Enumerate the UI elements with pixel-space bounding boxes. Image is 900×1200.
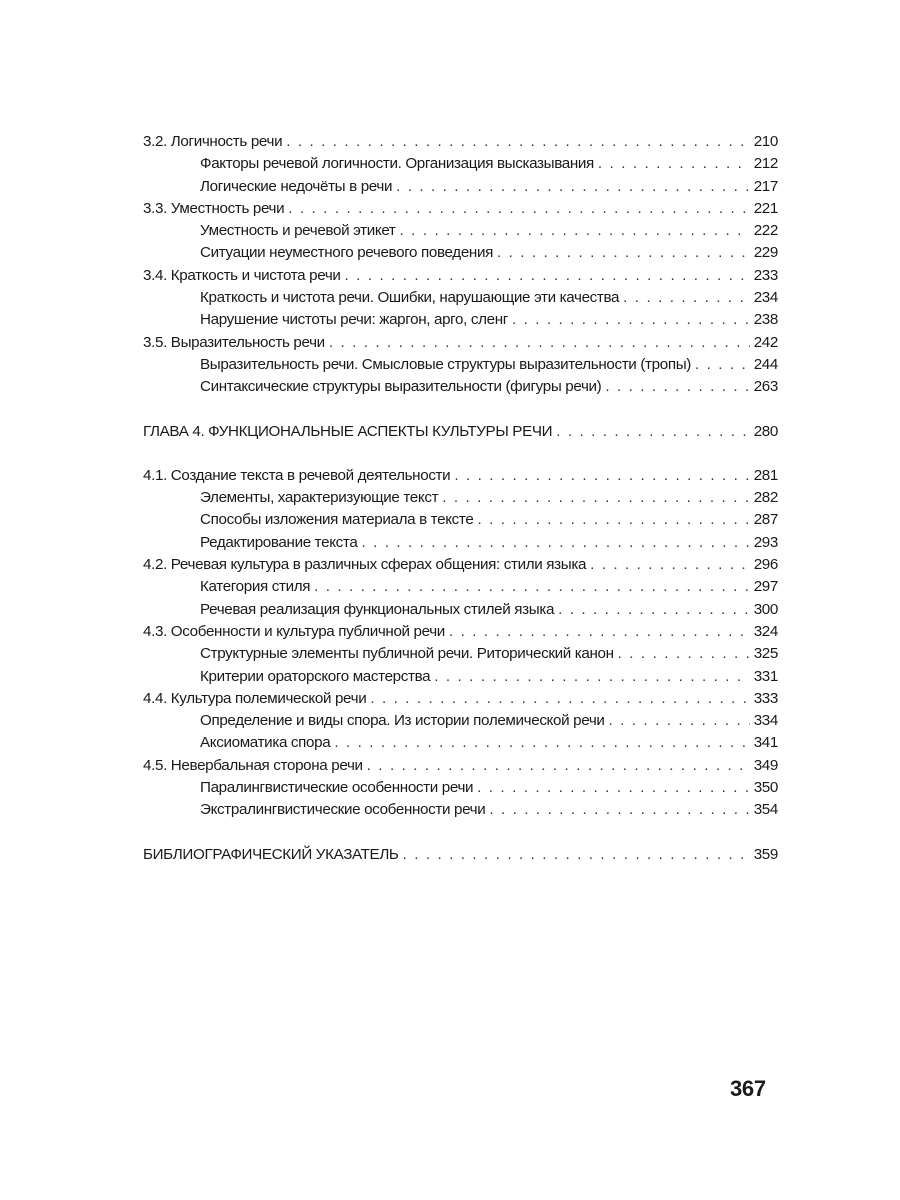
toc-entry-title: 4.1. Создание текста в речевой деятельности (143, 466, 451, 484)
toc-entry-title: Аксиоматика спора (200, 734, 331, 752)
toc-subsection-entry (143, 576, 778, 598)
toc-dot-leader (367, 755, 750, 777)
toc-entry-title: Краткость и чистота речи. Ошибки, нарушающие эти качества (200, 289, 620, 307)
toc-subsection-entry (143, 799, 778, 821)
table-of-contents (143, 131, 778, 866)
toc-entry-page: 297 (753, 578, 778, 596)
toc-dot-leader (403, 844, 750, 866)
toc-entry-page: 221 (753, 199, 778, 217)
toc-section-entry (143, 465, 778, 487)
toc-entry-title: Элементы, характеризующие текст (200, 489, 439, 507)
toc-entry-page: 244 (753, 355, 778, 373)
toc-entry-page: 280 (753, 422, 778, 440)
toc-subsection-entry (143, 666, 778, 688)
toc-entry-page: 354 (753, 801, 778, 819)
toc-entry-title: Категория стиля (200, 578, 311, 596)
toc-entry-title: 3.5. Выразительность речи (143, 333, 325, 351)
toc-dot-leader (329, 332, 750, 354)
toc-entry-title: 4.3. Особенности и культура публичной речи (143, 622, 445, 640)
toc-entry-page: 300 (753, 600, 778, 618)
toc-entry-page: 331 (753, 667, 778, 685)
toc-entry-page: 217 (753, 177, 778, 195)
toc-dot-leader (477, 509, 749, 531)
toc-dot-leader (454, 465, 749, 487)
toc-entry-title: 3.3. Уместность речи (143, 199, 285, 217)
toc-entry-title: Определение и виды спора. Из истории полемической речи (200, 712, 605, 730)
toc-chapter-entry (143, 844, 778, 866)
toc-entry-title: Экстралингвистические особенности речи (200, 801, 486, 819)
toc-entry-title: 3.2. Логичность речи (143, 133, 283, 150)
toc-subsection-entry (143, 176, 778, 198)
toc-entry-page: 349 (753, 756, 778, 774)
toc-entry-title: Факторы речевой логичности. Организация высказывания (200, 155, 594, 173)
toc-dot-leader (623, 287, 750, 309)
toc-dot-leader (605, 376, 749, 398)
toc-entry-title: Логические недочёты в речи (200, 177, 393, 195)
toc-chapter-entry (143, 421, 778, 443)
toc-subsection-entry (143, 242, 778, 264)
toc-entry-page: 234 (753, 289, 778, 307)
toc-entry-title: Речевая реализация функциональных стилей языка (200, 600, 555, 618)
toc-entry-title: Редактирование текста (200, 533, 358, 551)
toc-section-entry (143, 621, 778, 643)
toc-dot-leader (361, 532, 749, 554)
toc-entry-page: 238 (753, 311, 778, 329)
toc-dot-leader (288, 198, 749, 220)
toc-section-entry (143, 755, 778, 777)
toc-subsection-entry (143, 487, 778, 509)
toc-dot-leader (489, 799, 749, 821)
toc-entry-page: 222 (753, 222, 778, 240)
toc-entry-page: 333 (753, 689, 778, 707)
toc-section-entry (143, 131, 778, 153)
toc-entry-title: Ситуации неуместного речевого поведения (200, 244, 493, 262)
toc-subsection-entry (143, 287, 778, 309)
toc-dot-leader (598, 153, 750, 175)
toc-dot-leader (618, 643, 750, 665)
toc-entry-page: 334 (753, 712, 778, 730)
toc-entry-page: 325 (753, 645, 778, 663)
toc-subsection-entry (143, 220, 778, 242)
toc-subsection-entry (143, 376, 778, 398)
toc-dot-leader (345, 265, 750, 287)
toc-subsection-entry (143, 309, 778, 331)
toc-entry-title: Структурные элементы публичной речи. Риторический канон (200, 645, 614, 663)
toc-entry-page: 324 (753, 622, 778, 640)
toc-entry-page: 341 (753, 734, 778, 752)
toc-dot-leader (334, 732, 749, 754)
toc-subsection-entry (143, 643, 778, 665)
toc-dot-leader (695, 354, 750, 376)
toc-entry-page: 263 (753, 378, 778, 396)
toc-subsection-entry (143, 509, 778, 531)
toc-dot-leader (370, 688, 749, 710)
toc-subsection-entry (143, 710, 778, 732)
toc-entry-title: Синтаксические структуры выразительности (фигуры речи) (200, 378, 602, 396)
toc-dot-leader (590, 554, 750, 576)
toc-entry-title: Выразительность речи. Смысловые структуры выразительности (тропы) (200, 355, 691, 373)
toc-entry-page: 287 (753, 511, 778, 529)
toc-subsection-entry (143, 153, 778, 175)
toc-entry-title: Уместность и речевой этикет (200, 222, 396, 240)
toc-entry-page: 229 (753, 244, 778, 262)
toc-section-entry (143, 554, 778, 576)
toc-entry-title: 4.5. Невербальная сторона речи (143, 756, 363, 774)
toc-entry-page: 281 (753, 466, 778, 484)
toc-entry-title: Способы изложения материала в тексте (200, 511, 474, 529)
toc-subsection-entry (143, 354, 778, 376)
toc-entry-page: 210 (753, 133, 778, 150)
toc-entry-title: ГЛАВА 4. ФУНКЦИОНАЛЬНЫЕ АСПЕКТЫ КУЛЬТУРЫ РЕЧИ (143, 422, 553, 440)
toc-dot-leader (558, 599, 750, 621)
toc-entry-title: БИБЛИОГРАФИЧЕСКИЙ УКАЗАТЕЛЬ (143, 845, 399, 863)
toc-entry-title: 3.4. Краткость и чистота речи (143, 266, 341, 284)
toc-section-entry (143, 198, 778, 220)
toc-subsection-entry (143, 732, 778, 754)
toc-entry-page: 282 (753, 489, 778, 507)
toc-entry-title: Критерии ораторского мастерства (200, 667, 431, 685)
toc-dot-leader (400, 220, 750, 242)
toc-entry-title: Паралингвистические особенности речи (200, 779, 474, 797)
toc-dot-leader (286, 131, 750, 153)
toc-entry-title: 4.2. Речевая культура в различных сферах общения: стили языка (143, 556, 587, 574)
page-number: 367 (730, 1076, 766, 1101)
toc-entry-page: 233 (753, 266, 778, 284)
toc-entry-page: 242 (753, 333, 778, 351)
toc-subsection-entry (143, 532, 778, 554)
toc-entry-page: 212 (753, 155, 778, 173)
toc-dot-leader (609, 710, 750, 732)
toc-subsection-entry (143, 599, 778, 621)
toc-dot-leader (434, 666, 749, 688)
toc-dot-leader (442, 487, 749, 509)
toc-dot-leader (497, 242, 750, 264)
toc-dot-leader (396, 176, 750, 198)
toc-entry-page: 296 (753, 556, 778, 574)
toc-entry-page: 350 (753, 779, 778, 797)
toc-dot-leader (477, 777, 750, 799)
toc-dot-leader (512, 309, 750, 331)
toc-dot-leader (314, 576, 750, 598)
toc-section-entry (143, 688, 778, 710)
toc-entry-page: 359 (753, 845, 778, 863)
toc-dot-leader (556, 421, 750, 443)
toc-entry-title: 4.4. Культура полемической речи (143, 689, 367, 707)
toc-subsection-entry (143, 777, 778, 799)
toc-section-entry (143, 332, 778, 354)
toc-entry-title: Нарушение чистоты речи: жаргон, арго, сленг (200, 311, 508, 329)
toc-dot-leader (449, 621, 750, 643)
toc-entry-page: 293 (753, 533, 778, 551)
toc-section-entry (143, 265, 778, 287)
